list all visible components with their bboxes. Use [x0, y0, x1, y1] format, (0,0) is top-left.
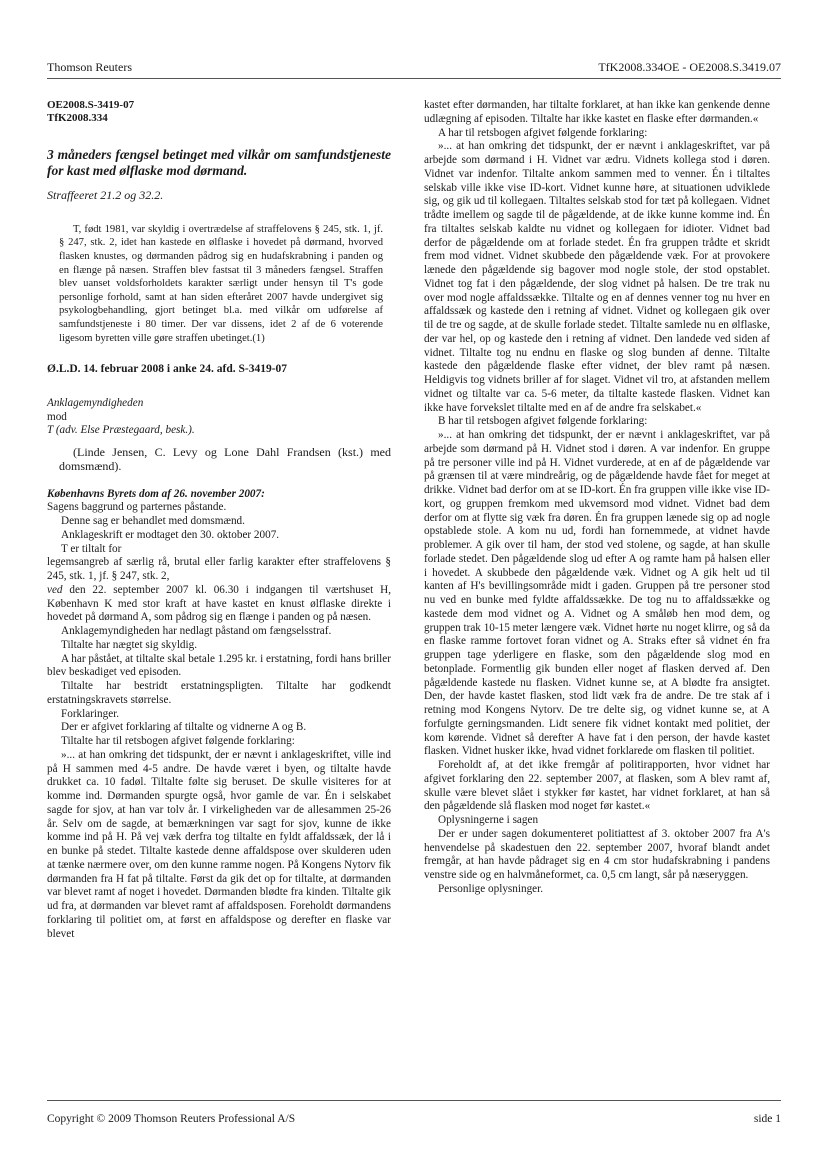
left-column	[47, 99, 391, 941]
paragraph: Denne sag er behandlet med domsmænd.	[61, 515, 245, 528]
law-reference: Straffeeret 21.2 og 32.2.	[47, 188, 164, 202]
city-court-heading: Københavns Byrets dom af 26. november 2007:	[47, 487, 265, 500]
page-footer	[47, 1100, 781, 1125]
paragraph: Anklageskrift er modtaget den 30. oktober 2007.	[61, 528, 280, 541]
paragraph: Der er under sagen dokumenteret politiattest af 3. oktober 2007 fra A's henvendelse på skadestuen den 22. september 2007, hvoraf blandt andet fremgår, at han havde pådraget sig en 4 cm stor hudafskrabning i pandens venstre side og en halvmåneformet, ca. 0,5 cm langt, sår på næseryggen.	[424, 827, 770, 881]
right-column	[424, 99, 770, 897]
paragraph: Sagens baggrund og parternes påstande.	[47, 501, 227, 514]
paragraph: Der er afgivet forklaring af tiltalte og vidnerne A og B.	[61, 721, 307, 734]
paragraph: Tiltalte har bestridt erstatningspligten. Tiltalte har godkendt erstatningskravets størrelse.	[47, 680, 391, 706]
court-decision-line: Ø.L.D. 14. februar 2008 i anke 24. afd. S-3419-07	[47, 363, 288, 376]
paragraph: »... at han omkring det tidspunkt, der er nævnt i anklageskriftet, ville ind på H sammen med 4-5 andre. De havde været i byen, og tiltalte havde drukket ca. 10 fadøl. Tiltalte følte sig beruset. De skulle visiteres for at komme ind. Dørmanden spurgte også, hvor gamle de var. Én i selskabet sagde for sjov, at han var tolv år. I virkeligheden var de allesammen 25-26 år. Selv om de sagde, at bemærkningen var sagt for sjov, kunne de ikke komme ind på H. På vej væk derfra tog tiltalte en fyldt affaldssæk, der lå i en bunke på stedet. Tiltalte kastede denne affaldspose over skulderen uden at tænke nærmere over, om den kunne ramme nogen. På Kongens Nytorv fik dørmanden fra H fat på tiltalte. Først da gik det op for tiltalte, at dørmanden var blevet ramt af noget i hovedet. Dørmanden blødte fra kinden. Tiltalte gik ud fra, at dørmanden var blevet ramt af affaldsposen. Foreholdt dørmandens forklaring til politiet om, at først en affaldspose og derefter en flaske var blevet	[47, 748, 391, 940]
paragraph: Forklaringer.	[61, 707, 120, 720]
paragraph: Personlige oplysninger.	[438, 882, 544, 895]
case-reference: OE2008.S-3419-07	[47, 99, 135, 111]
case-headline: 3 måneders fængsel betinget med vilkår om samfundstjeneste for kast med ølflaske mod dørmand.	[47, 147, 391, 178]
paragraph: B har til retsbogen afgivet følgende forklaring:	[438, 415, 648, 428]
publication-reference: TfK2008.334	[47, 112, 108, 124]
case-summary: T, født 1981, var skyldig i overtrædelse af straffelovens § 245, stk. 1, jf. § 247, stk. 2, idet han kastede en ølflaske i hovedet på dørmand, hvorved flasken knustes, og dørmanden pådrog sig en hudafskrabning i panden og en flænge på næsen. Straffen blev fastsat til 3 måneders fængsel. Straffen blev uanset voldsforholdets karakter særligt under hensyn til T's gode personlige forhold, samt at han siden efteråret 2007 havde undergivet sig psykologbehandling, gjort betinget bl.a. med vilkår om udførelse af samfundstjeneste i 80 timer. Der var dissens, idet 2 af de 6 voterende ligesom byretten ville gøre straffen ubetinget.(1)	[59, 223, 383, 344]
paragraph: Tiltalte har til retsbogen afgivet følgende forklaring:	[61, 735, 295, 748]
paragraph: »... at han omkring det tidspunkt, der er nævnt i anklageskriftet, var på arbejde som dørmand i H. Vidnet var ædru. Vidnets kollega stod i døren. Vidnet var indenfor. Tiltalte ankom sammen med to venner. Én i tiltaltes selskab ville ikke vise ID-kort. Vidnet kunne høre, at situationen udviklede sig, og gik ud til kollegaen. Tiltaltes selskab stod for tæt på kollegaen. Vidnet trådte imellem og sagde til de pågældende, at de ikke kunne komme ind. Én fra tiltaltes selskab kaldte nu vidnet og kollegaen for idioter. Vidnet bad derfor de pågældende om at forlade stedet. Én fra gruppen trådte et skridt frem mod vidnet. Vidnet skubbede den pågældende væk. For at provokere lænede den pågældende sig bagover mod nogle stole, der stod opstablet. Vidnet tog fat i den pågældende, der slog vidnet på halsen. De tre trak nu over mod nogle affaldssække. Tiltalte og en af dennes venner tog nu hver en affaldssæk og kastede den i retning af vidnet. Vidnet og kollegaen gik over til de tre og sagde, at de skulle forlade stedet. Tiltalte samlede nu en ølflaske, der var hel, op og kastede den i retning af vidnet. Den landede ved siden af vidnet. Tiltalte tog nu endnu en flaske og slog bunden af denne. Tiltalte kastede den pågældende flaske efter vidnet, der blev ramt på næsen. Heldigvis tog vidnets briller af for slaget. Vidnet vil tro, at afstanden mellem vidnet og tiltalte var ca. 5-6 meter, da tiltalte kastede flasken. Vidnet kan ikke have forvekslet tiltalte med en af de andre fra selskabet.«	[424, 140, 770, 414]
paragraph: »... at han omkring det tidspunkt, der er nævnt i anklageskriftet, var på arbejde som dørmand på H. Vidnet stod i døren. A var indenfor. En gruppe på tre personer ville ind på H. Vidnet vurderede, at en af de pågældende var på grænsen til at være mindreårig, og de pågældende havde fået for meget at drikke. Vidnet bad derfor om at se ID-kort. Én fra gruppen ville ikke vise ID-kort, og gruppen fremkom med ukvemsord mod vidnet. Vidnet bad dem derfor om at flytte sig væk fra døren. Én fra gruppen lænede sig op ad nogle opstablede stole. A kom nu ud, fordi han fornemmede, at vidnet havde problemer. A gik over til ham, der stod ved stolene, og sagde, at han skulle forlade stedet. Den pågældende slog ud efter A og ramte ham på halsen eller i hovedet. A skubbede den pågældende væk. Vidnet og A gik helt ud til kanten af H's bevillingsområde midt i gaden. Gruppen på tre personer stod nu ved en bunke med fyldte affaldssække. De tog nu to affaldssække og kastede dem mod vidnet og A. Vidnet og A småløb hen mod dem, og gruppen trak 10-15 meter længere væk. Vidnet hørte nu noget klirre, og så da en flaske ramme fortovet foran vidnet og A. Straks efter så vidnet én fra gruppen tage yderligere en flaske, som den pågældende slog mod en betonplade. Formentlig gik bunden eller noget af flasken derved af. Den pågældende kastede nu flasken. Vidnet kunne se, at A blødte fra ansigtet. Den, der havde kastet flasken, stod lidt væk fra de andre. De tre stak af i retning mod Kongens Nytorv. De tre delte sig, og vidnet kunne se, at A forfulgte gerningsmanden. Lidt senere fik vidnet kontakt med politiet, der kom kørende. Vidnet så derefter A have fat i den person, der havde kastet flasken. Vidnet husker ikke, hvad vidnet forklarede om flasken til politiet.	[424, 429, 770, 758]
prosecutor: Anklagemyndigheden	[47, 396, 144, 409]
paragraph: kastet efter dørmanden, har tiltalte forklaret, at han ikke kan genkende denne udlægning af episoden. Tiltalte har ikke kastet en flaske efter dørmanden.«	[424, 99, 770, 125]
defendant: T (adv. Else Præstegaard, besk.).	[47, 424, 195, 437]
paragraph: Oplysningerne i sagen	[438, 814, 539, 826]
paragraph	[47, 584, 391, 625]
italic-word: ved	[47, 583, 63, 596]
document-reference: TfK2008.334OE - OE2008.S.3419.07	[598, 60, 781, 74]
versus: mod	[47, 410, 67, 423]
paragraph: A har til retsbogen afgivet følgende forklaring:	[438, 126, 648, 139]
paragraph: legemsangreb af særlig rå, brutal eller farlig karakter efter straffelovens § 245, stk. 1, jf. § 247, stk. 2,	[47, 556, 391, 583]
page-header	[47, 58, 781, 79]
paragraph-text: den 22. september 2007 kl. 06.30 i indgangen til værtshuset H, København K med stor kraft at have kastet en knust ølflaske direkte i hovedet på dørmand A, som pådrog sig en flænge i panden og på næsen.	[47, 583, 391, 624]
judges: (Linde Jensen, C. Levy og Lone Dahl Frandsen (kst.) med domsmænd).	[59, 445, 391, 473]
copyright-notice: Copyright © 2009 Thomson Reuters Professional A/S	[47, 1113, 296, 1125]
paragraph: A har påstået, at tiltalte skal betale 1.295 kr. i erstatning, fordi hans briller blev beskadiget ved episoden.	[47, 652, 391, 679]
paragraph: Tiltalte har nægtet sig skyldig.	[61, 638, 198, 651]
paragraph: Foreholdt af, at det ikke fremgår af politirapporten, hvor vidnet har afgivet forklaring den 22. september 2007, at flasken, som A blev ramt af, skulle være blevet slået i stykker før kastet, har vidnet forklaret, at han så den pågældende slå flasken mod noget før kastet.«	[424, 759, 770, 813]
publisher-name: Thomson Reuters	[47, 60, 132, 74]
paragraph: Anklagemyndigheden har nedlagt påstand om fængselsstraf.	[61, 625, 332, 638]
paragraph: T er tiltalt for	[61, 542, 122, 555]
page-number: side 1	[753, 1113, 781, 1125]
